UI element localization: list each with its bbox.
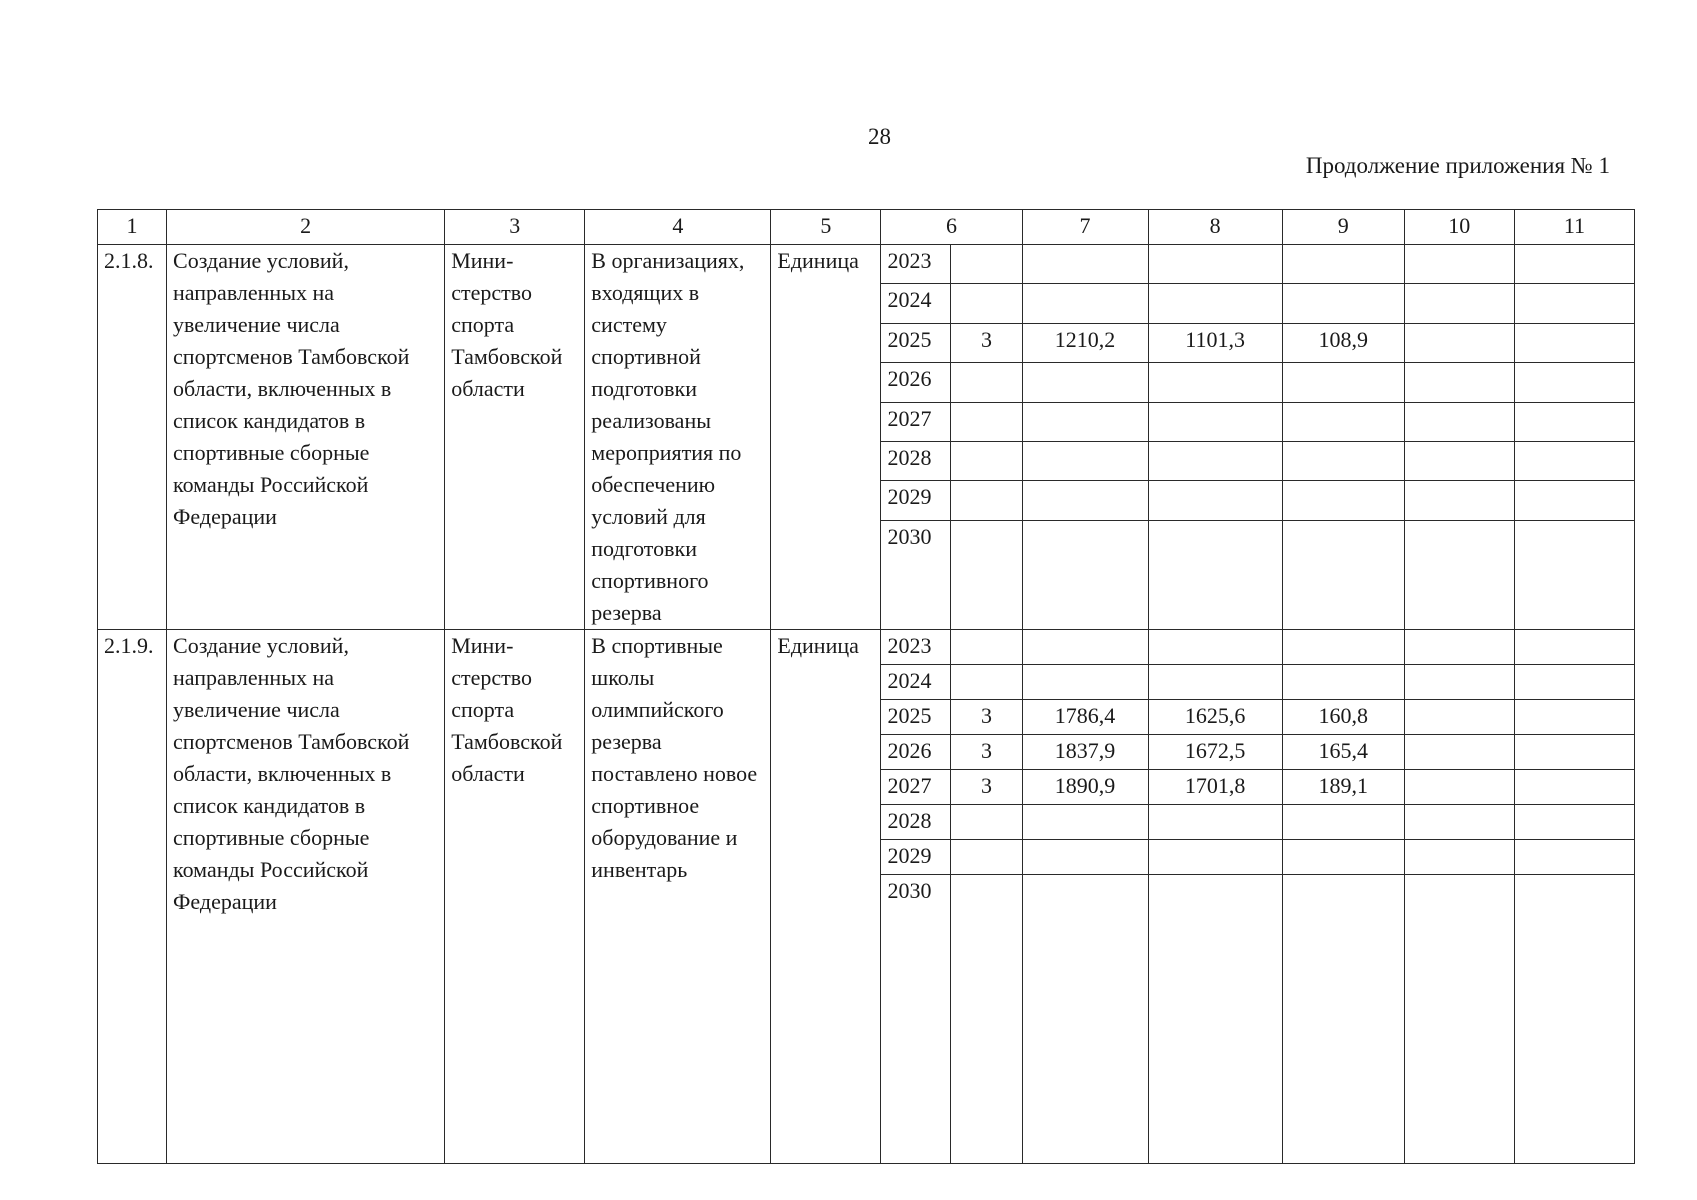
value-cell-6 [951,840,1022,875]
value-cell-10 [1404,875,1514,1164]
year-cell: 2025 [881,700,951,735]
value-cell-11 [1514,402,1634,441]
header-cell: 5 [771,210,881,245]
value-cell-9 [1282,520,1404,629]
value-cell-10 [1404,665,1514,700]
value-cell-10 [1404,700,1514,735]
value-cell-6 [951,363,1022,402]
value-cell-9 [1282,441,1404,480]
value-cell-8 [1148,875,1282,1164]
value-cell-11 [1514,441,1634,480]
item-unit: Единица [771,630,881,1164]
value-cell-11 [1514,245,1634,284]
item-executor: Мини- стерство спорта Тамбовской области [445,245,585,630]
value-cell-9 [1282,245,1404,284]
value-cell-7 [1022,284,1148,323]
header-cell: 10 [1404,210,1514,245]
value-cell-6: 3 [951,770,1022,805]
value-cell-9 [1282,284,1404,323]
value-cell-9: 160,8 [1282,700,1404,735]
value-cell-9 [1282,402,1404,441]
value-cell-8 [1148,840,1282,875]
value-cell-6 [951,441,1022,480]
value-cell-11 [1514,700,1634,735]
value-cell-7: 1890,9 [1022,770,1148,805]
value-cell-6 [951,630,1022,665]
year-cell: 2026 [881,735,951,770]
value-cell-9 [1282,805,1404,840]
value-cell-6 [951,245,1022,284]
value-cell-8: 1672,5 [1148,735,1282,770]
value-cell-6: 3 [951,735,1022,770]
value-cell-10 [1404,520,1514,629]
value-cell-11 [1514,363,1634,402]
value-cell-8: 1101,3 [1148,323,1282,362]
value-cell-10 [1404,363,1514,402]
header-cell: 4 [585,210,771,245]
value-cell-9: 189,1 [1282,770,1404,805]
value-cell-10 [1404,284,1514,323]
year-cell: 2024 [881,665,951,700]
value-cell-8 [1148,481,1282,520]
value-cell-6 [951,520,1022,629]
value-cell-7 [1022,875,1148,1164]
value-cell-7 [1022,245,1148,284]
header-cell: 1 [98,210,167,245]
year-cell: 2026 [881,363,951,402]
value-cell-8 [1148,665,1282,700]
value-cell-7 [1022,481,1148,520]
page-number: 28 [868,124,891,149]
value-cell-10 [1404,441,1514,480]
value-cell-7 [1022,840,1148,875]
value-cell-10 [1404,805,1514,840]
year-cell: 2028 [881,805,951,840]
value-cell-6 [951,665,1022,700]
year-cell: 2029 [881,840,951,875]
value-cell-6 [951,481,1022,520]
value-cell-7 [1022,805,1148,840]
value-cell-6 [951,402,1022,441]
value-cell-11 [1514,481,1634,520]
value-cell-9 [1282,875,1404,1164]
item-name: Создание условий, направленных на увеличение числа спортсменов Тамбовской области, включенных в список кандидатов в спортивные сборные команды Российской Федерации [167,630,445,1164]
year-row [98,245,1635,284]
value-cell-7 [1022,402,1148,441]
value-cell-8 [1148,441,1282,480]
value-cell-8 [1148,284,1282,323]
year-cell: 2024 [881,284,951,323]
value-cell-8: 1625,6 [1148,700,1282,735]
value-cell-9 [1282,481,1404,520]
header-cell: 7 [1022,210,1148,245]
value-cell-6 [951,284,1022,323]
value-cell-10 [1404,630,1514,665]
value-cell-10 [1404,245,1514,284]
value-cell-8: 1701,8 [1148,770,1282,805]
value-cell-6 [951,805,1022,840]
item-unit: Единица [771,245,881,630]
value-cell-9: 165,4 [1282,735,1404,770]
value-cell-11 [1514,284,1634,323]
value-cell-8 [1148,363,1282,402]
year-cell: 2027 [881,770,951,805]
value-cell-8 [1148,630,1282,665]
header-cell: 6 [881,210,1022,245]
item-code: 2.1.9. [98,630,167,1164]
value-cell-9 [1282,363,1404,402]
value-cell-10 [1404,735,1514,770]
item-executor: Мини- стерство спорта Тамбовской области [445,630,585,1164]
value-cell-10 [1404,770,1514,805]
year-row [98,630,1635,665]
value-cell-6: 3 [951,323,1022,362]
year-cell: 2030 [881,520,951,629]
value-cell-7: 1210,2 [1022,323,1148,362]
value-cell-7 [1022,630,1148,665]
header-cell: 11 [1514,210,1634,245]
value-cell-7: 1786,4 [1022,700,1148,735]
value-cell-6: 3 [951,700,1022,735]
header-cell: 9 [1282,210,1404,245]
value-cell-11 [1514,805,1634,840]
value-cell-11 [1514,323,1634,362]
value-cell-11 [1514,875,1634,1164]
year-cell: 2023 [881,630,951,665]
value-cell-11 [1514,840,1634,875]
value-cell-10 [1404,323,1514,362]
value-cell-9 [1282,840,1404,875]
value-cell-7 [1022,520,1148,629]
year-cell: 2028 [881,441,951,480]
value-cell-7 [1022,363,1148,402]
year-cell: 2023 [881,245,951,284]
header-cell: 2 [167,210,445,245]
year-cell: 2025 [881,323,951,362]
year-cell: 2030 [881,875,951,1164]
value-cell-9 [1282,665,1404,700]
value-cell-7: 1837,9 [1022,735,1148,770]
value-cell-8 [1148,245,1282,284]
year-cell: 2027 [881,402,951,441]
value-cell-11 [1514,735,1634,770]
item-result: В организациях, входящих в систему спортивной подготовки реализованы мероприятия по обеспечению условий для подготовки спортивного резерва [585,245,771,630]
program-table [97,209,1635,1164]
value-cell-10 [1404,481,1514,520]
value-cell-10 [1404,402,1514,441]
value-cell-7 [1022,665,1148,700]
header-cell: 3 [445,210,585,245]
value-cell-11 [1514,665,1634,700]
value-cell-11 [1514,770,1634,805]
appendix-note: Продолжение приложения № 1 [1305,153,1610,178]
value-cell-8 [1148,805,1282,840]
value-cell-11 [1514,520,1634,629]
value-cell-6 [951,875,1022,1164]
value-cell-10 [1404,840,1514,875]
value-cell-8 [1148,402,1282,441]
year-cell: 2029 [881,481,951,520]
value-cell-9: 108,9 [1282,323,1404,362]
value-cell-11 [1514,630,1634,665]
item-name: Создание условий, направленных на увеличение числа спортсменов Тамбовской области, включенных в список кандидатов в спортивные сборные команды Российской Федерации [167,245,445,630]
value-cell-8 [1148,520,1282,629]
value-cell-7 [1022,441,1148,480]
item-result: В спортивные школы олимпийского резерва поставлено новое спортивное оборудование и инвентарь [585,630,771,1164]
header-row [98,210,1635,245]
value-cell-9 [1282,630,1404,665]
header-cell: 8 [1148,210,1282,245]
item-code: 2.1.8. [98,245,167,630]
